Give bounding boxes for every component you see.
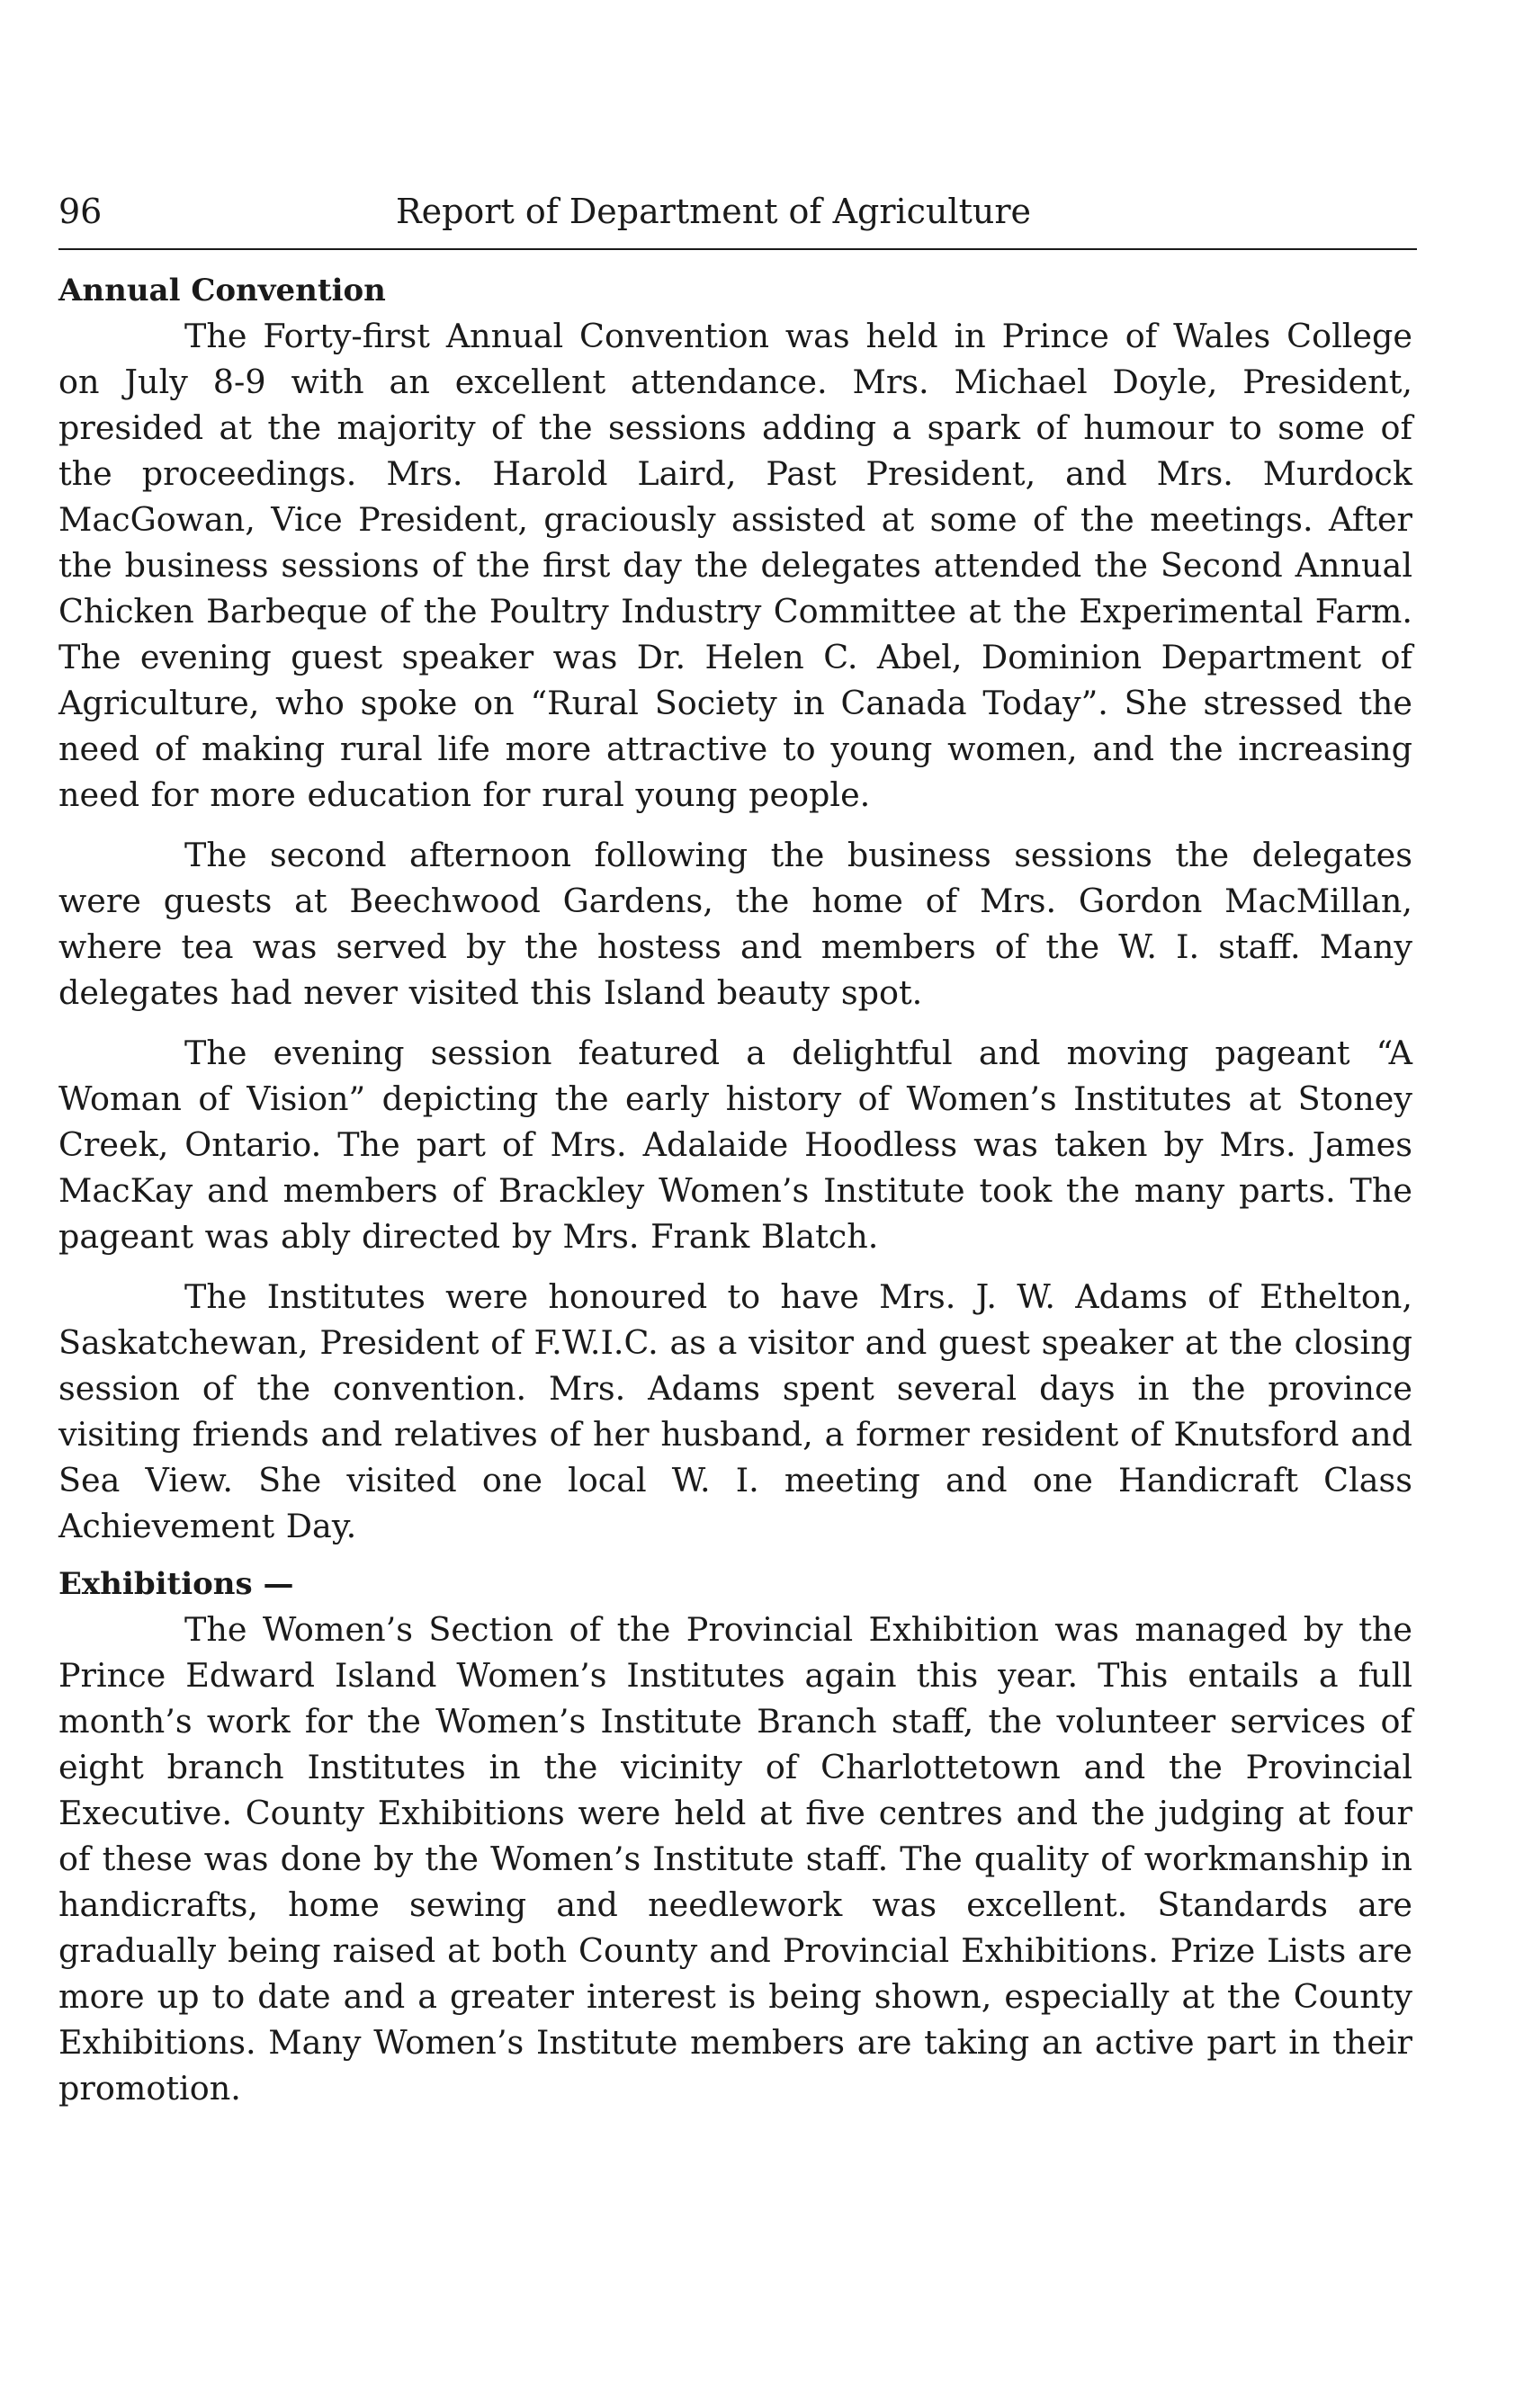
running-title: Report of Department of Agriculture (396, 192, 1031, 231)
paragraph: The Women’s Section of the Provincial Exhibition was managed by the Prince Edward Island Women’s Institutes again this year. This entails a full month’s work for the Women’s Institute Branch staff, the volunteer services of eight branch Institutes in the vicinity of Charlottetown and the Provincial Executive. County Exhibitions were held at five centres and the judging at four of these was done by the Women’s Institute staff. The quality of workmanship in handicrafts, home sewing and needlework was excellent. Standards are gradually being raised at both County and Provincial Exhibitions. Prize Lists are more up to date and a greater interest is being shown, especially at the County Exhibitions. Many Women’s Institute members are taking an active part in their promotion. (58, 1610, 1412, 2108)
paragraph: The evening session featured a delightful and moving pageant “A Woman of Vision” depicting the early history of Women’s Institutes at Stoney Creek, Ontario. The part of Mrs. Adalaide Hoodless was taken by Mrs. James MacKay and members of Brackley Women’s Institute took the many parts. The pageant was ably directed by Mrs. Frank Blatch. (58, 1034, 1412, 1256)
section-heading: Exhibitions — (58, 1566, 294, 1602)
running-head (58, 180, 1412, 243)
page-number: 96 (58, 192, 103, 231)
paragraph: The Institutes were honoured to have Mrs. J. W. Adams of Ethelton, Saskatchewan, President of F.W.I.C. as a visitor and guest speaker at the closing session of the convention. Mrs. Adams spent several days in the province visiting friends and relatives of her husband, a former resident of Knutsford and Sea View. She visited one local W. I. meeting and one Handicraft Class Achievement Day. (58, 1277, 1412, 1545)
document-page (58, 180, 1412, 2111)
section-annual-convention (58, 268, 1412, 1549)
paragraph: The second afternoon following the business sessions the delegates were guests at Beechwood Gardens, the home of Mrs. Gordon MacMillan, where tea was served by the hostess and members of the W. I. staff. Many delegates had never visited this Island beauty spot. (58, 836, 1412, 1012)
header-rule (58, 248, 1417, 250)
paragraph: The Forty-first Annual Convention was held in Prince of Wales College on July 8-9 with an excellent attendance. Mrs. Michael Doyle, President, presided at the majority of the sessions adding a spark of humour to some of the proceedings. Mrs. Harold Laird, Past President, and Mrs. Murdock MacGowan, Vice President, graciously assisted at some of the meetings. After the business sessions of the first day the delegates attended the Second Annual Chicken Barbeque of the Poultry Industry Committee at the Experimental Farm. The evening guest speaker was Dr. Helen C. Abel, Dominion Department of Agriculture, who spoke on “Rural Society in Canada Today”. She stressed the need of making rural life more attractive to young women, and the increasing need for more education for rural young people. (58, 317, 1412, 814)
section-exhibitions (58, 1562, 1412, 2111)
section-heading: Annual Convention (58, 273, 386, 309)
